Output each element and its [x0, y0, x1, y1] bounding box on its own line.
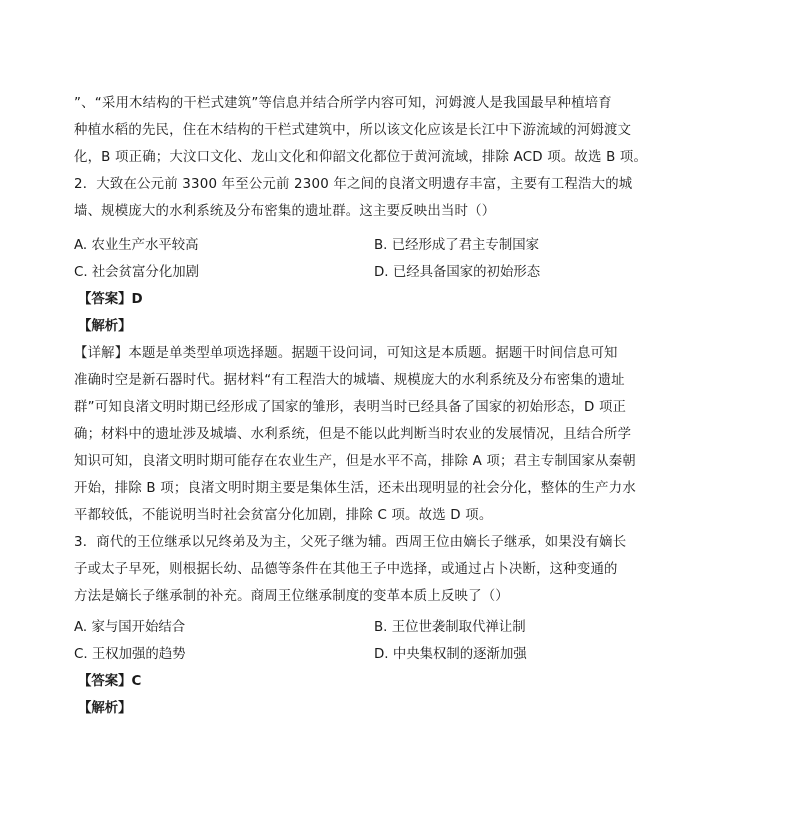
q3-stem-line-1: 3．商代的王位继承以兄终弟及为主，父死子继为辅。西周王位由嫡长子继承，如果没有嫡长 — [74, 535, 627, 550]
intro-line-1: ”、“采用木结构的干栏式建筑”等信息并结合所学内容可知，河姆渡人是我国最早种植培育 — [74, 96, 612, 111]
q3-stem-line-3: 方法是嫡长子继承制的补充。商周王位继承制度的变革本质上反映了（） — [74, 589, 509, 604]
q2-detail-line-1: 【详解】本题是单类型单项选择题。据题干设问词，可知这是本质题。据题干时间信息可知 — [74, 346, 618, 361]
q2-analysis-heading: 【解析】 — [78, 319, 132, 334]
q2-detail-line-7: 平都较低，不能说明当时社会贫富分化加剧，排除 C 项。故选 D 项。 — [74, 508, 493, 523]
q3-option-d: D. 中央集权制的逐渐加强 — [374, 647, 527, 662]
q3-option-b: B. 王位世袭制取代禅让制 — [374, 620, 526, 635]
q3-answer: 【答案】C — [78, 674, 142, 689]
q2-option-a: A. 农业生产水平较高 — [74, 238, 199, 253]
q2-detail-line-6: 开始，排除 B 项；良渚文明时期主要是集体生活，还未出现明显的社会分化，整体的生产力水 — [74, 481, 636, 496]
q2-option-c: C. 社会贫富分化加剧 — [74, 265, 199, 280]
q2-answer: 【答案】D — [78, 292, 143, 307]
q2-option-d: D. 已经具备国家的初始形态 — [374, 265, 541, 280]
q3-option-a: A. 家与国开始结合 — [74, 620, 186, 635]
q2-option-b: B. 已经形成了君主专制国家 — [374, 238, 539, 253]
q2-detail-line-2: 准确时空是新石器时代。据材料“有工程浩大的城墙、规模庞大的水利系统及分布密集的遗址 — [74, 373, 625, 388]
q2-detail-line-3: 群”可知良渚文明时期已经形成了国家的雏形，表明当时已经具备了国家的初始形态，D 项正 — [74, 400, 627, 415]
q3-analysis-heading: 【解析】 — [78, 701, 132, 716]
intro-line-2: 种植水稻的先民，住在木结构的干栏式建筑中，所以该文化应该是长江中下游流域的河姆渡文 — [74, 123, 632, 138]
intro-line-3: 化，B 项正确；大汶口文化、龙山文化和仰韶文化都位于黄河流域，排除 ACD 项。故选 B 项。 — [74, 150, 648, 165]
q2-stem-line-1: 2．大致在公元前 3300 年至公元前 2300 年之间的良渚文明遗存丰富，主要有工程浩大的城 — [74, 177, 633, 192]
q2-stem-line-2: 墙、规模庞大的水利系统及分布密集的遗址群。这主要反映出当时（） — [74, 204, 496, 219]
q3-option-c: C. 王权加强的趋势 — [74, 647, 186, 662]
q2-detail-line-4: 确；材料中的遗址涉及城墙、水利系统，但是不能以此判断当时农业的发展情况，且结合所学 — [74, 427, 632, 442]
q3-stem-line-2: 子或太子早死，则根据长幼、品德等条件在其他王子中选择，或通过占卜决断，这种变通的 — [74, 562, 618, 577]
q2-detail-line-5: 知识可知，良渚文明时期可能存在农业生产，但是水平不高，排除 A 项；君主专制国家从秦朝 — [74, 454, 636, 469]
